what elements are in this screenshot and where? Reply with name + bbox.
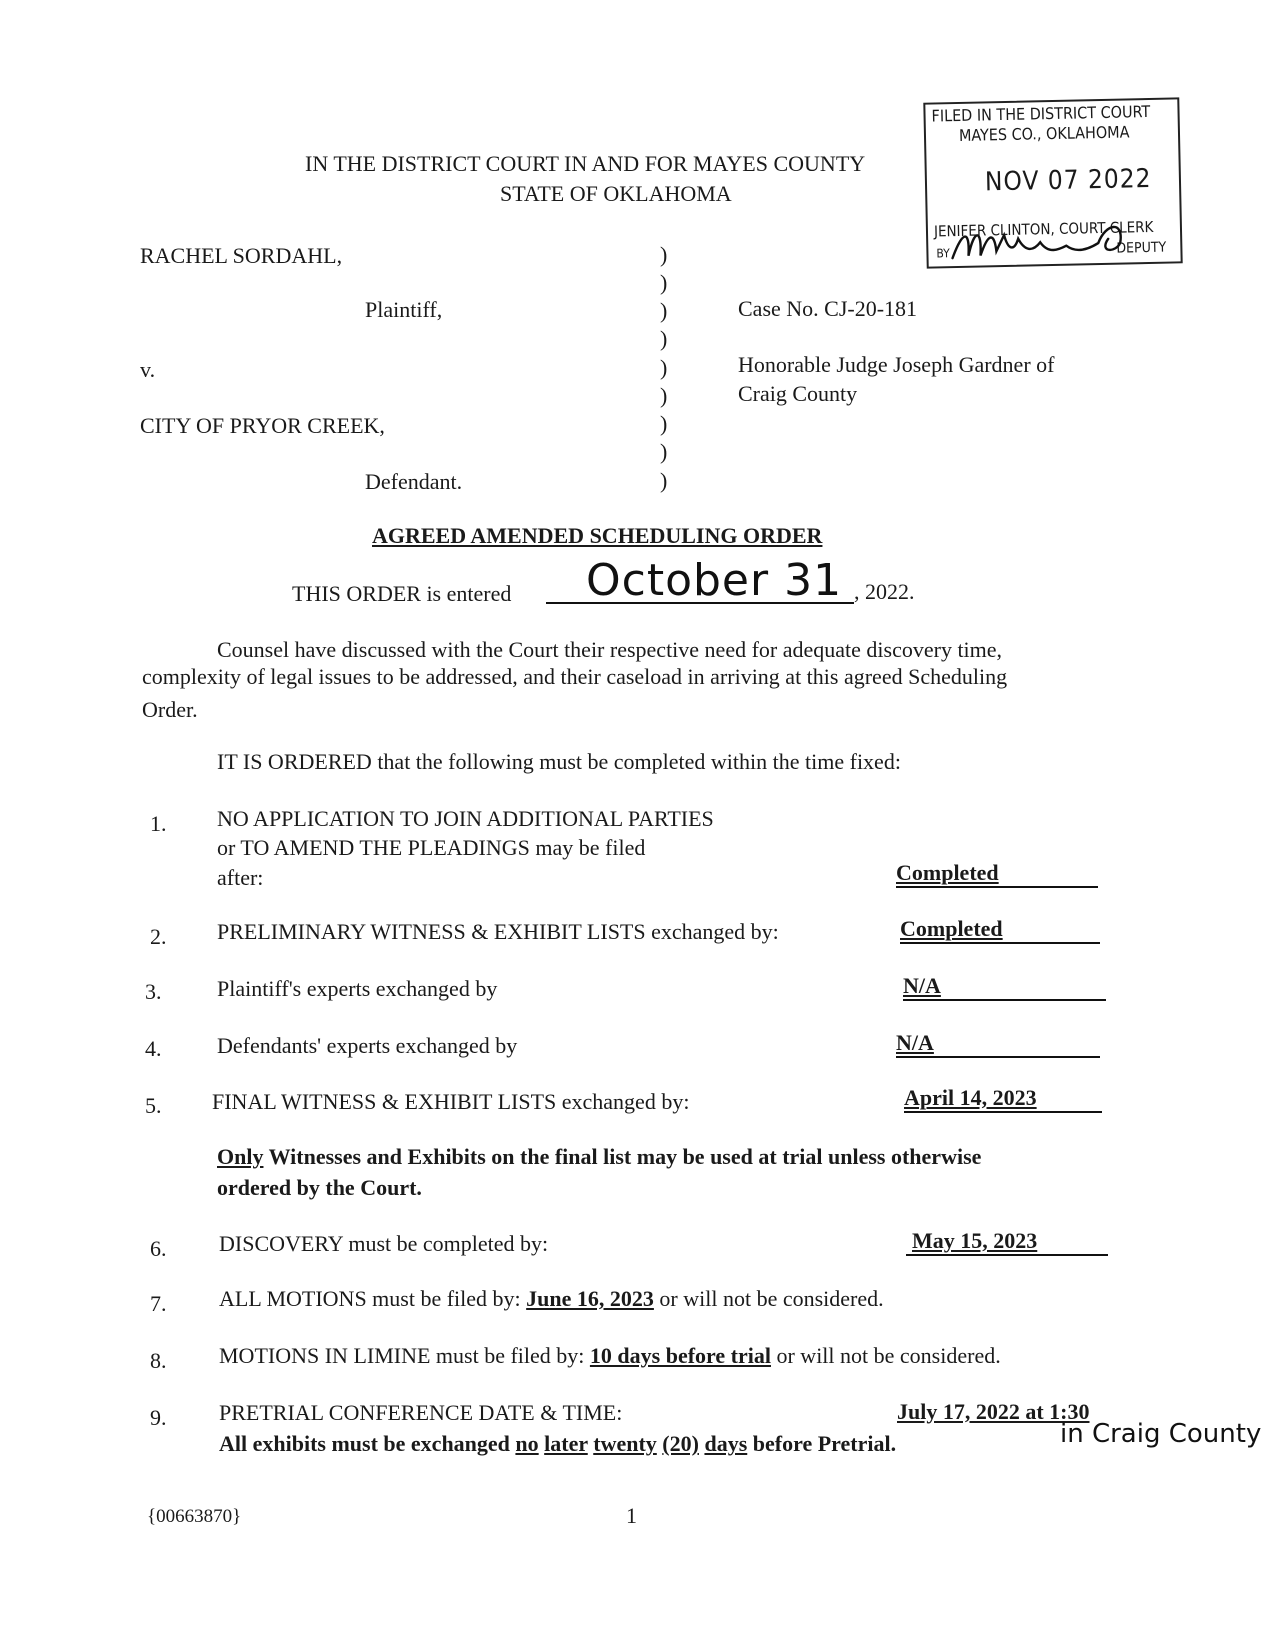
item-number: 4. <box>145 1036 162 1061</box>
item-number: 8. <box>150 1348 167 1373</box>
item-7-value: June 16, 2023 <box>526 1286 654 1311</box>
plaintiff-name: RACHEL SORDAHL, <box>140 243 343 268</box>
signature-image <box>948 218 1149 264</box>
caption-paren: ) <box>660 411 668 436</box>
item-1-line1: NO APPLICATION TO JOIN ADDITIONAL PARTIES <box>217 806 714 831</box>
intro-line2: complexity of legal issues to be addressed, and their caseload in arriving at this agreed Scheduling <box>142 664 1008 689</box>
stamp-deputy: DEPUTY <box>1116 239 1167 257</box>
exhibits-20: (20) <box>662 1431 699 1456</box>
item-9-handwritten-note: in Craig County <box>1060 1419 1262 1449</box>
ordered-statement: IT IS ORDERED that the following must be completed within the time fixed: <box>217 749 901 774</box>
item-number: 3. <box>145 979 162 1004</box>
item-9-text: PRETRIAL CONFERENCE DATE & TIME: <box>219 1400 623 1425</box>
stamp-clerk: JENIFER CLINTON, COURT CLERK <box>933 217 1154 241</box>
item-4-text: Defendants' experts exchanged by <box>217 1033 518 1058</box>
item-number: 2. <box>150 924 167 949</box>
judge-line1: Honorable Judge Joseph Gardner of <box>738 352 1055 377</box>
stamp-line2: MAYES CO., OKLAHOMA <box>958 122 1130 145</box>
final-list-note-line1 <box>217 1143 981 1171</box>
item-number: 6. <box>150 1236 167 1261</box>
item-9-value: July 17, 2022 at 1:30 <box>897 1399 1090 1424</box>
filed-stamp <box>923 97 1182 268</box>
exhibits-later: later <box>544 1431 588 1456</box>
note-only: Only <box>217 1144 264 1169</box>
case-number: Case No. CJ-20-181 <box>738 296 918 321</box>
caption-paren: ) <box>660 298 668 323</box>
item-number: 9. <box>150 1405 167 1430</box>
item-4-value: N/A <box>896 1030 1100 1058</box>
document-title: AGREED AMENDED SCHEDULING ORDER <box>372 523 823 548</box>
judge-line2: Craig County <box>738 381 858 406</box>
item-8-suffix: or will not be considered. <box>770 1343 1001 1368</box>
item-1-line3: after: <box>217 865 264 890</box>
caption-paren: ) <box>660 439 668 464</box>
item-7-prefix: ALL MOTIONS must be filed by: <box>219 1286 527 1311</box>
defendant-label: Defendant. <box>365 469 463 494</box>
item-5-text: FINAL WITNESS & EXHIBIT LISTS exchanged by: <box>212 1089 690 1114</box>
document-number: {00663870} <box>147 1506 242 1527</box>
exhibits-no: no <box>515 1431 539 1456</box>
item-1-line2: or TO AMEND THE PLEADINGS may be filed <box>217 835 646 860</box>
caption-paren: ) <box>660 242 668 267</box>
note-rest: Witnesses and Exhibits on the final list may be used at trial unless otherwise <box>263 1144 982 1169</box>
item-3-text: Plaintiff's experts exchanged by <box>217 976 498 1001</box>
plaintiff-label: Plaintiff, <box>365 297 443 322</box>
item-6-text: DISCOVERY must be completed by: <box>219 1231 549 1256</box>
exhibits-twenty: twenty <box>593 1431 657 1456</box>
caption-paren: ) <box>660 326 668 351</box>
caption-paren: ) <box>660 355 668 380</box>
entered-prefix: THIS ORDER is entered <box>292 581 512 606</box>
item-8-text <box>219 1342 1001 1370</box>
item-number: 1. <box>150 811 167 836</box>
item-5-value: April 14, 2023 <box>904 1085 1102 1113</box>
intro-line1: Counsel have discussed with the Court their respective need for adequate discovery time, <box>217 637 1003 662</box>
court-heading-line2: STATE OF OKLAHOMA <box>500 181 732 206</box>
stamp-by: BY <box>936 246 950 261</box>
exhibits-days: days <box>704 1431 748 1456</box>
entered-suffix: , 2022. <box>854 579 915 604</box>
exhibits-text: All exhibits must be exchanged <box>219 1431 516 1456</box>
page-number: 1 <box>626 1503 637 1528</box>
caption-paren: ) <box>660 383 668 408</box>
item-3-value: N/A <box>903 973 1106 1001</box>
intro-line3: Order. <box>142 697 198 722</box>
caption-paren: ) <box>660 270 668 295</box>
entered-date-handwritten: October 31 <box>586 555 843 606</box>
item-2-text: PRELIMINARY WITNESS & EXHIBIT LISTS exchanged by: <box>217 919 779 944</box>
defendant-name: CITY OF PRYOR CREEK, <box>140 413 385 438</box>
item-9-exhibits-note <box>219 1430 896 1458</box>
item-7-text <box>219 1285 884 1313</box>
item-number: 7. <box>150 1291 167 1316</box>
item-1-value: Completed <box>896 860 1098 888</box>
court-heading-line1: IN THE DISTRICT COURT IN AND FOR MAYES COUNTY <box>305 151 866 176</box>
versus: v. <box>140 357 156 382</box>
stamp-date: NOV 07 2022 <box>984 163 1152 198</box>
item-2-value: Completed <box>900 916 1100 944</box>
exhibits-text-end: before Pretrial. <box>747 1431 897 1456</box>
item-8-value: 10 days before trial <box>589 1343 771 1368</box>
caption-paren: ) <box>660 468 668 493</box>
final-list-note-line2: ordered by the Court. <box>217 1175 422 1200</box>
item-8-prefix: MOTIONS IN LIMINE must be filed by: <box>219 1343 590 1368</box>
item-6-value: May 15, 2023 <box>906 1228 1108 1256</box>
item-7-suffix: or will not be considered. <box>653 1286 884 1311</box>
stamp-line1: FILED IN THE DISTRICT COURT <box>931 101 1151 126</box>
item-number: 5. <box>145 1093 162 1118</box>
